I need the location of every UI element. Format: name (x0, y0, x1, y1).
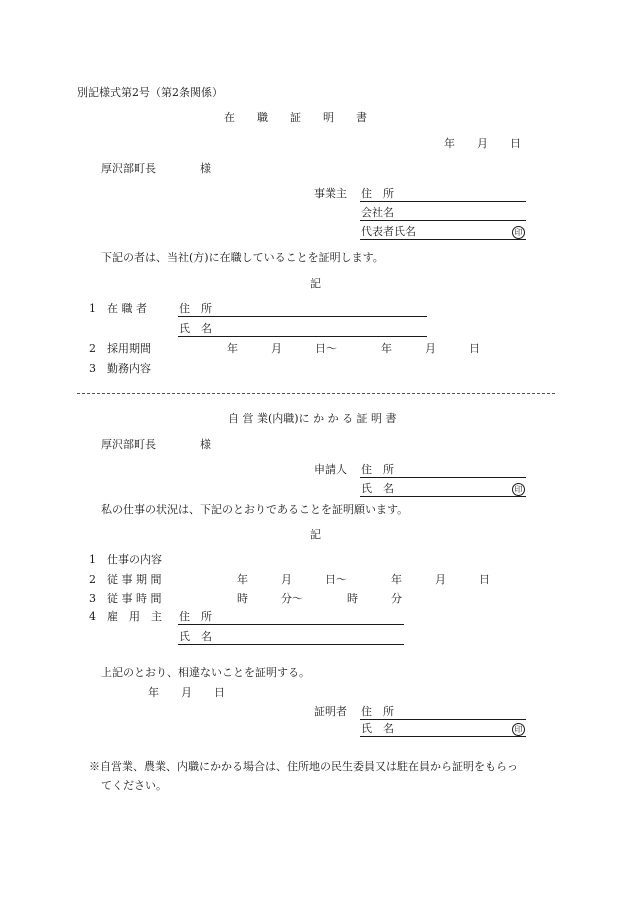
employee-address-label: 住 所 (179, 302, 212, 315)
certifier-label: 証明者 (314, 705, 347, 718)
applicant-label: 申請人 (314, 463, 347, 476)
form-label: 別記様式第2号（第2条関係） (77, 86, 223, 99)
section1-ki: 記 (310, 277, 321, 290)
note-line-2: てください。 (101, 779, 167, 792)
item4-employer: 4 雇 用 主 (89, 610, 162, 623)
employer2-address-line[interactable] (178, 624, 404, 625)
item2-work-period: 2 従 事 期 間 (89, 573, 162, 586)
applicant-name-line[interactable] (360, 496, 526, 497)
employer-address-label: 住 所 (361, 187, 394, 200)
note-line-1: ※自営業、農業、内職にかかる場合は、住所地の民生委員又は駐在員から証明をもらっ (89, 760, 518, 773)
certifier-name-label: 氏 名 (361, 722, 394, 735)
section1-addressee: 厚沢部町長 様 (101, 162, 211, 175)
company-label: 会社名 (361, 206, 394, 219)
section1-date: 年 月 日 (444, 137, 521, 150)
section1-title: 在 職 証 明 書 (224, 111, 367, 124)
employee-address-line[interactable] (178, 316, 427, 317)
company-line[interactable] (360, 220, 526, 221)
section2-addressee: 厚沢部町長 様 (101, 438, 211, 451)
representative-line[interactable] (360, 239, 526, 240)
certify-text: 上記のとおり、相違ないことを証明する。 (101, 666, 310, 679)
seal-mark: 印 (512, 226, 525, 239)
certify-date: 年 月 日 (148, 686, 225, 699)
seal-mark: 印 (512, 723, 525, 736)
employee-name-line[interactable] (178, 336, 427, 337)
employer2-address-label: 住 所 (179, 610, 212, 623)
section1-statement: 下記の者は、当社(方)に在職していることを証明します。 (101, 251, 384, 264)
item3-job-content: 3 勤務内容 (89, 362, 151, 375)
employer-label: 事業主 (314, 187, 347, 200)
applicant-name-label: 氏 名 (361, 482, 394, 495)
employer2-name-line[interactable] (178, 644, 404, 645)
employee-name-label: 氏 名 (179, 322, 212, 335)
seal-mark: 印 (512, 483, 525, 496)
section2-ki: 記 (310, 528, 321, 541)
employer2-name-label: 氏 名 (179, 630, 212, 643)
certifier-address-label: 住 所 (361, 705, 394, 718)
applicant-address-line[interactable] (360, 477, 526, 478)
employer-address-line[interactable] (360, 201, 526, 202)
item1-employee: 1 在 職 者 (89, 302, 147, 315)
work-hours-times: 時 分～ 時 分 (237, 592, 402, 605)
hire-period-dates: 年 月 日～ 年 月 日 (227, 342, 480, 355)
representative-label: 代表者氏名 (361, 225, 416, 238)
certifier-name-line[interactable] (360, 736, 526, 737)
certifier-address-line[interactable] (360, 719, 526, 720)
section2-title: 自 営 業(内職)に か か る 証 明 書 (228, 412, 397, 425)
work-period-dates: 年 月 日～ 年 月 日 (237, 573, 490, 586)
item3-work-hours: 3 従 事 時 間 (89, 592, 162, 605)
section2-statement: 私の仕事の状況は、下記のとおりであることを証明願います。 (101, 503, 409, 516)
item1-work-content: 1 仕事の内容 (89, 553, 162, 566)
item2-hire-period: 2 採用期間 (89, 342, 151, 355)
applicant-address-label: 住 所 (361, 463, 394, 476)
divider (77, 393, 555, 394)
